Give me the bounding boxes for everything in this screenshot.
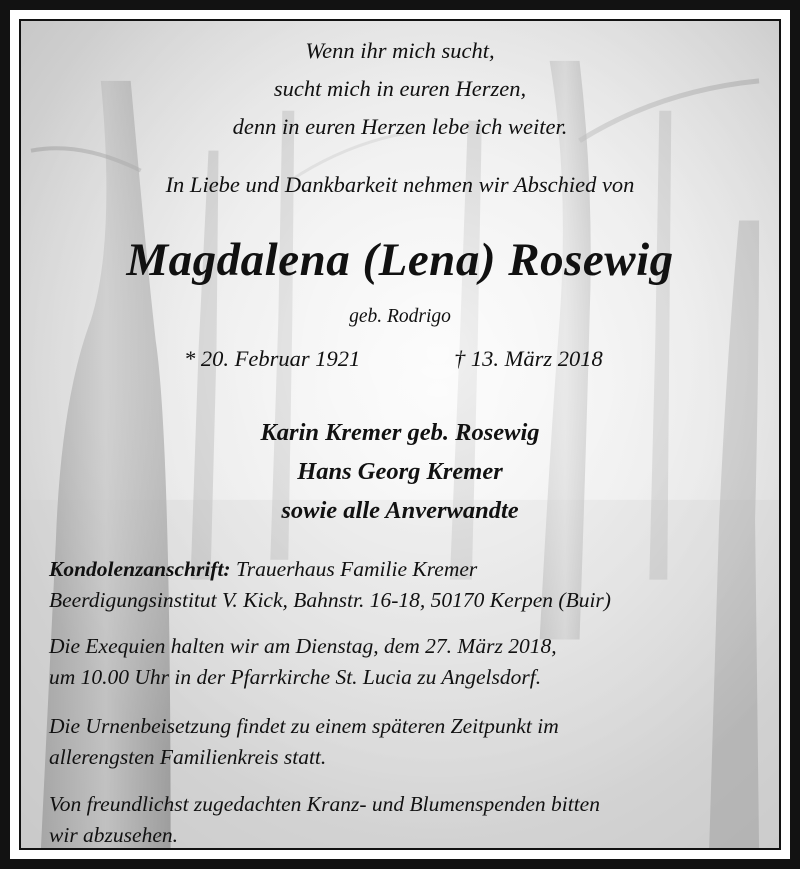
obituary-card [19,19,781,850]
flowers-line: Von freundlichst zugedachten Kranz- und Blumenspenden bitten [49,792,600,816]
exequies-notice [49,631,751,692]
poem-line: Wenn ihr mich sucht, [305,38,495,63]
mourner-line: Hans Georg Kremer [297,458,503,485]
poem-line: sucht mich in euren Herzen, [273,76,527,101]
condolence-recipient: Trauerhaus Familie Kremer [230,557,478,581]
birth-name: geb. Rodrigo [349,306,451,327]
condolence-line: Beerdigungsinstitut V. Kick, Bahnstr. 16-18, 50170 Kerpen (Buir) [49,587,611,612]
urn-line: Die Urnenbeisetzung findet zu einem späteren Zeitpunkt im [49,714,559,738]
poem-line: denn in euren Herzen lebe ich weiter. [232,114,568,139]
condolence-label: Kondolenzanschrift: [49,557,231,581]
exequies-line: Die Exequien halten wir am Dienstag, dem 27. März 2018, [49,634,557,658]
flowers-notice [49,789,751,850]
obituary-text [21,21,779,848]
urn-line: allerengsten Familienkreis statt. [49,744,327,769]
mourner-line: sowie alle Anverwandte [281,497,519,524]
condolence-address [49,554,751,615]
farewell-intro: In Liebe und Dankbarkeit nehmen wir Abschied von [165,172,635,197]
urn-burial-notice [49,711,751,772]
mourners [21,413,779,530]
deceased-name: Magdalena (Lena) Rosewig [126,234,674,286]
mourner-line: Karin Kremer geb. Rosewig [260,419,540,446]
condolence-line [49,554,751,585]
death-date: † 13. März 2018 [454,346,603,371]
flowers-line: wir abzusehen. [49,822,178,847]
exequies-line: um 10.00 Uhr in der Pfarrkirche St. Lucia zu Angelsdorf. [49,664,542,689]
poem [21,32,779,146]
birth-date: * 20. Februar 1921 [184,346,361,371]
